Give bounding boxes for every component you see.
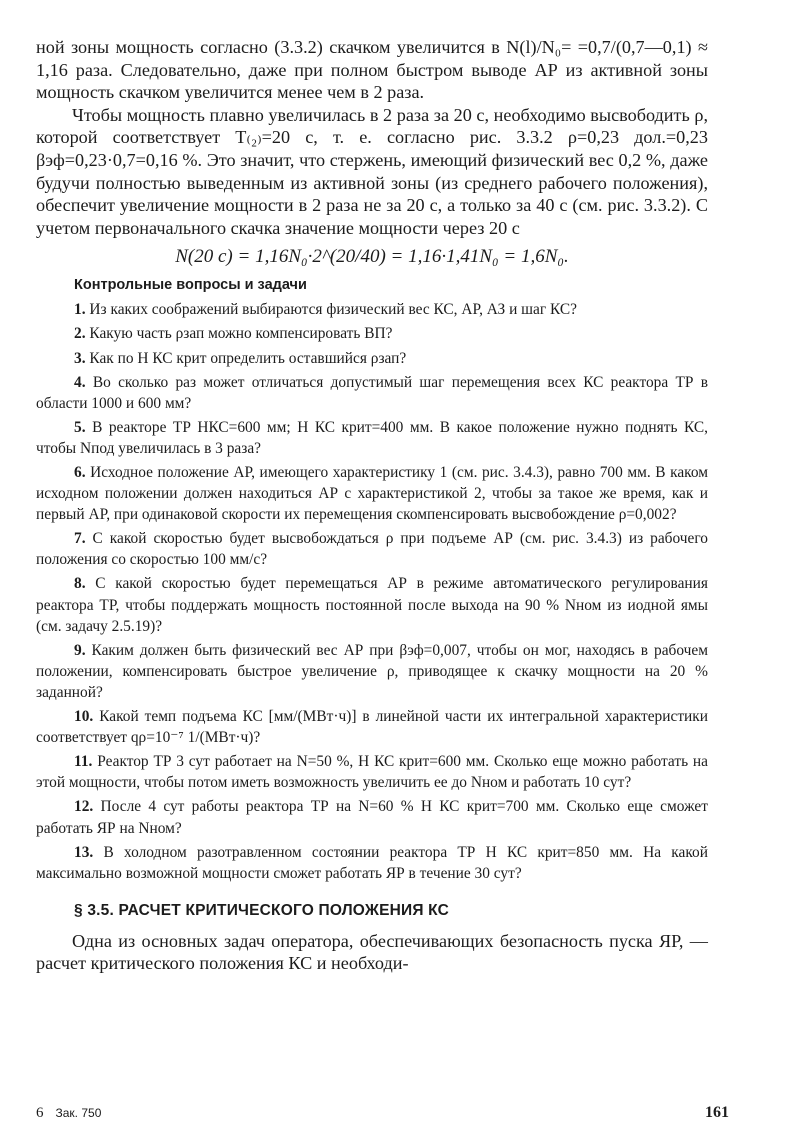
question-text: После 4 сут работы реактора ТР на N=60 % H КС крит=700 мм. Сколько еще сможет работать ЯР на Nном?: [36, 798, 708, 837]
question-text: В холодном разотравленном состоянии реактора ТР H КС крит=850 мм. На какой максимально возможной мощности сможет работать ЯР в течение 30 сут?: [36, 843, 708, 882]
question-text: Исходное положение АР, имеющего характеристику 1 (см. рис. 3.4.3), равно 700 мм. В каком исходном положении должен находиться АР с характеристикой 2, чтобы за такое же время, как и первый АР, при одинаковой скорости их перемещения скомпенсировать высвобождение ρ=0,002?: [36, 464, 708, 524]
question-text: В реакторе ТР HКС=600 мм; H КС крит=400 мм. В какое положение нужно поднять КС, чтобы Nпод увеличилась в 3 раза?: [36, 418, 708, 457]
question-text: Во сколько раз может отличаться допустимый шаг перемещения всех КС реактора ТР в области 1000 и 600 мм?: [36, 373, 708, 412]
question-item: [36, 706, 708, 748]
question-number: 11.: [74, 753, 93, 771]
questions-list: [36, 299, 708, 883]
paragraph-power-increase: Чтобы мощность плавно увеличилась в 2 раза за 20 с, необходимо высвободить ρ, которой соответствует T₍₂₎=20 с, т. е. согласно рис. 3.3.2 ρ=0,23 дол.=0,23 βэф=0,23·0,7=0,16 %. Это значит, что стержень, имеющий физический вес 0,2 %, даже будучи полностью выведенным из активной зоны (из среднего рабочего положения), обеспечит увеличение мощности в 2 раза не за 20 с, а только за 40 с (см. рис. 3.3.2). С учетом первоначального скачка значение мощности через 20 с: [36, 104, 708, 238]
question-item: [36, 751, 708, 793]
question-number: 13.: [74, 843, 94, 861]
question-item: [36, 842, 708, 884]
question-number: 5.: [74, 418, 86, 436]
question-number: 10.: [74, 708, 94, 726]
question-item: [36, 573, 708, 636]
question-text: Реактор ТР 3 сут работает на N=50 %, H КС крит=600 мм. Сколько еще можно работать на этой мощности, чтобы потом иметь возможность увеличить ее до Nном и работать 10 сут?: [36, 753, 708, 792]
question-item: [36, 528, 708, 570]
footer-left: [36, 1105, 101, 1122]
question-number: 2.: [74, 325, 86, 343]
question-item: [36, 417, 708, 459]
question-item: [36, 299, 708, 320]
order-number: Зак. 750: [55, 1106, 102, 1120]
question-number: 6.: [74, 464, 86, 481]
question-item: [36, 796, 708, 838]
signature-mark: 6: [36, 1105, 44, 1121]
question-number: 4.: [74, 373, 86, 391]
question-text: Каким должен быть физический вес АР при βэф=0,007, чтобы он мог, находясь в рабочем положении, компенсировать быстрое увеличение ρ, приводящее к скачку мощности на 20 % заданной?: [36, 641, 708, 701]
question-item: [36, 372, 708, 414]
formula-power: N(20 с) = 1,16N₀·2^(20/40) = 1,16·1,41N₀ = 1,6N₀.: [175, 246, 569, 268]
question-text: Какую часть ρзап можно компенсировать ВП?: [89, 325, 393, 343]
question-item: [36, 462, 708, 525]
page-number: 161: [705, 1104, 729, 1121]
questions-title: Контрольные вопросы и задачи: [74, 277, 307, 294]
page-body: [36, 36, 708, 975]
question-text: Из каких соображений выбираются физический вес КС, АР, АЗ и шаг КС?: [89, 301, 578, 319]
question-text: Какой темп подъема КС [мм/(МВт·ч)] в линейной части их интегральной характеристики соответствует qρ=10⁻⁷ 1/(МВт·ч)?: [36, 708, 708, 747]
question-number: 7.: [74, 530, 86, 548]
question-item: [36, 640, 708, 703]
question-text: Как по H КС крит определить оставшийся ρзап?: [89, 349, 407, 367]
question-item: [36, 323, 708, 344]
section-heading: § 3.5. РАСЧЕТ КРИТИЧЕСКОГО ПОЛОЖЕНИЯ КС: [74, 901, 450, 919]
question-number: 9.: [74, 641, 86, 659]
question-text: С какой скоростью будет перемещаться АР в режиме автоматического регулирования реактора ТР, чтобы поддержать мощность постоянной после выхода на 90 % Nном из иодной ямы (см. задачу 2.5.19)?: [36, 575, 708, 635]
page-footer: [36, 1104, 729, 1122]
question-number: 12.: [74, 798, 94, 816]
question-number: 8.: [74, 575, 86, 593]
question-item: [36, 348, 708, 369]
question-text: С какой скоростью будет высвобождаться ρ при подъеме АР (см. рис. 3.4.3) из рабочего положения со скоростью 100 мм/с?: [36, 530, 708, 569]
question-number: 3.: [74, 349, 86, 367]
question-number: 1.: [74, 301, 86, 319]
paragraph-continuation: ной зоны мощность согласно (3.3.2) скачком увеличится в N(l)/N₀= =0,7/(0,7—0,1) ≈ 1,16 раза. Следовательно, даже при полном быстром выводе АР из активной зоны мощность скачком увеличится менее чем в 2 раза.: [36, 37, 708, 103]
section-paragraph: Одна из основных задач оператора, обеспечивающих безопасность пуска ЯР, — расчет критического положения КС и необходи-: [36, 930, 708, 974]
